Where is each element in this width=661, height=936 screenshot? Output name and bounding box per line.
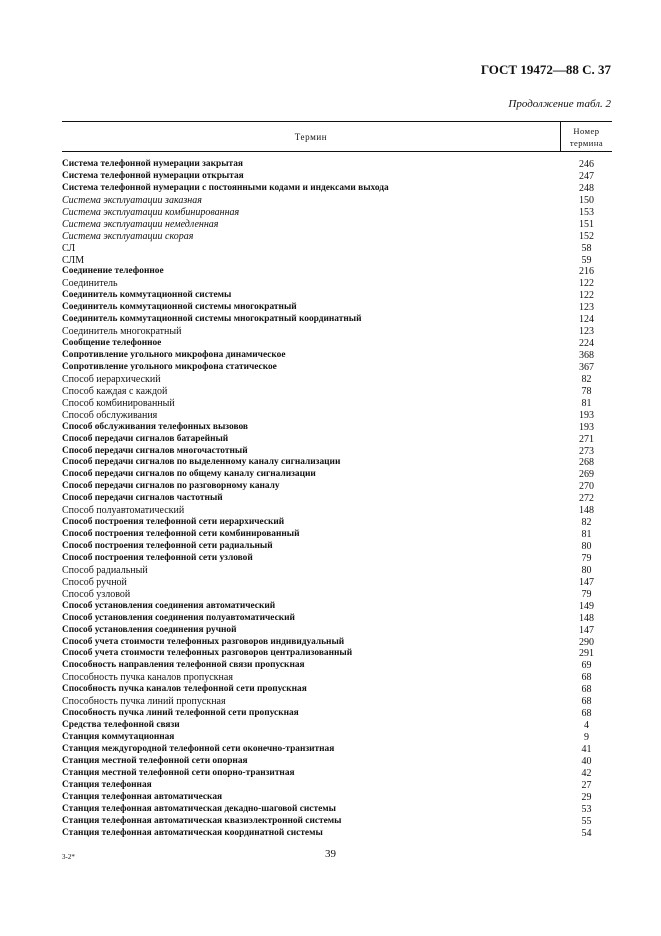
term-number-cell: 82 <box>581 373 592 385</box>
table-row <box>62 529 612 541</box>
table-row <box>62 613 612 625</box>
term-cell: Сообщение телефонное <box>62 338 162 349</box>
table-continuation-note: Продолжение табл. 2 <box>508 98 611 110</box>
table-row <box>62 696 612 708</box>
term-number-cell: 368 <box>579 350 594 361</box>
term-cell: Станция телефонная автоматическая декадно-шаговой системы <box>62 803 336 814</box>
term-number-cell: 367 <box>579 361 594 373</box>
table-row <box>62 672 612 684</box>
footer-mark: 3-2* <box>62 853 75 861</box>
column-header-number-line1: Номер <box>573 125 600 136</box>
term-number-cell: 248 <box>579 182 594 194</box>
term-number-cell: 149 <box>579 600 594 612</box>
term-cell: Соединение телефонное <box>62 266 164 277</box>
term-cell: Сопротивление угольного микрофона статическое <box>62 361 277 372</box>
term-number-cell: 79 <box>581 588 592 600</box>
term-cell: Станция телефонная автоматическая координатной системы <box>62 827 323 838</box>
table-row <box>62 398 612 410</box>
term-cell: СЛ <box>62 242 76 254</box>
term-number-cell: 193 <box>579 409 594 421</box>
term-cell: Способ комбинированный <box>62 397 175 409</box>
table-row <box>62 326 612 338</box>
term-number-cell: 79 <box>581 552 592 564</box>
table-row <box>62 350 612 362</box>
table-row <box>62 374 612 386</box>
table-row <box>62 219 612 231</box>
table-row <box>62 314 612 326</box>
term-cell: Способность пучка линий телефонной сети пропускная <box>62 708 299 719</box>
term-cell: Система эксплуатации заказная <box>62 194 202 206</box>
term-cell: Способ передачи сигналов батарейный <box>62 433 229 444</box>
table-row <box>62 565 612 577</box>
term-cell: Соединитель коммутационной системы <box>62 290 232 301</box>
table-row <box>62 290 612 302</box>
term-number-cell: 224 <box>579 338 594 350</box>
term-number-cell: 68 <box>581 672 592 684</box>
term-cell: Система эксплуатации немедленная <box>62 218 219 230</box>
term-cell: Соединитель <box>62 278 118 290</box>
term-cell: Способ передачи сигналов по общему каналу сигнализации <box>62 469 316 480</box>
term-cell: Способ учета стоимости телефонных разговоров централизованный <box>62 648 353 659</box>
term-number-cell: 272 <box>579 493 594 505</box>
term-cell: Способ иерархический <box>62 373 161 385</box>
table-row <box>62 720 612 732</box>
term-cell: Способ полуавтоматический <box>62 505 185 517</box>
term-cell: Система телефонной нумерации закрытая <box>62 159 243 169</box>
column-header-term: Термин <box>62 122 561 151</box>
term-cell: Станция телефонная автоматическая квазиэлектронной системы <box>62 815 342 826</box>
term-number-cell: 53 <box>581 803 592 815</box>
term-number-cell: 124 <box>579 314 594 326</box>
column-header-number <box>561 122 612 151</box>
term-cell: Способ установления соединения ручной <box>62 624 237 635</box>
term-number-cell: 9 <box>584 732 589 743</box>
table-row <box>62 159 612 171</box>
term-number-cell: 55 <box>581 815 592 827</box>
table-row <box>62 302 612 314</box>
term-cell: Способность направления телефонной связи пропускная <box>62 660 305 671</box>
term-number-cell: 193 <box>579 421 594 433</box>
term-cell: Система телефонной нумерации открытая <box>62 170 244 181</box>
term-cell: Способ ручной <box>62 576 127 588</box>
term-cell: Способ радиальный <box>62 564 148 576</box>
term-cell: Способность пучка каналов пропускная <box>62 672 233 684</box>
table-row <box>62 434 612 446</box>
term-cell: Способ передачи сигналов по выделенному каналу сигнализации <box>62 457 341 468</box>
term-cell: Станция местной телефонной сети опорная <box>62 755 248 766</box>
table-row <box>62 493 612 505</box>
term-cell: Способ обслуживания <box>62 409 158 421</box>
term-number-cell: 68 <box>581 684 592 696</box>
table-row <box>62 553 612 565</box>
term-number-cell: 270 <box>579 481 594 493</box>
term-cell: СЛМ <box>62 254 85 266</box>
term-cell: Способ узловой <box>62 588 131 600</box>
table-row <box>62 744 612 756</box>
term-number-cell: 153 <box>579 206 594 218</box>
term-cell: Система эксплуатации скорая <box>62 230 194 242</box>
table-row <box>62 481 612 493</box>
table-row <box>62 708 612 720</box>
term-number-cell: 68 <box>581 696 592 708</box>
table-body <box>62 159 612 839</box>
term-cell: Станция телефонная автоматическая <box>62 791 223 802</box>
term-cell: Станция телефонная <box>62 779 152 790</box>
table-row <box>62 660 612 672</box>
term-cell: Способность пучка линий пропускная <box>62 696 226 708</box>
table-row <box>62 577 612 589</box>
term-number-cell: 81 <box>581 397 592 409</box>
term-number-cell: 271 <box>579 433 594 445</box>
term-number-cell: 291 <box>579 648 594 660</box>
table-row <box>62 457 612 469</box>
table-row <box>62 601 612 613</box>
term-number-cell: 41 <box>581 743 592 755</box>
term-cell: Система эксплуатации комбинированная <box>62 206 240 218</box>
term-number-cell: 247 <box>579 170 594 182</box>
term-cell: Средства телефонной связи <box>62 720 180 731</box>
term-cell: Способ построения телефонной сети радиальный <box>62 541 273 551</box>
term-cell: Способ построения телефонной сети иерархический <box>62 517 285 528</box>
table-row <box>62 183 612 195</box>
term-cell: Способность пучка каналов телефонной сети пропускная <box>62 684 307 695</box>
term-number-cell: 150 <box>579 194 594 206</box>
term-number-cell: 80 <box>581 564 592 576</box>
term-cell: Способ передачи сигналов по разговорному каналу <box>62 481 280 492</box>
table-row <box>62 792 612 804</box>
table-row <box>62 243 612 255</box>
term-cell: Способ установления соединения полуавтоматический <box>62 612 295 623</box>
term-number-cell: 290 <box>579 636 594 648</box>
table-row <box>62 266 612 278</box>
term-cell: Соединитель коммутационной системы многократный координатный <box>62 314 362 325</box>
term-number-cell: 58 <box>581 242 592 254</box>
table-row <box>62 637 612 649</box>
term-cell: Способ учета стоимости телефонных разговоров индивидуальный <box>62 636 345 647</box>
table-row <box>62 422 612 434</box>
column-header-number-line2: термина <box>569 137 604 148</box>
term-number-cell: 122 <box>579 278 594 290</box>
table-row <box>62 171 612 183</box>
table-row <box>62 684 612 696</box>
term-cell: Станция местной телефонной сети опорно-транзитная <box>62 767 295 778</box>
term-number-cell: 68 <box>581 708 592 720</box>
term-number-cell: 27 <box>581 779 592 791</box>
term-cell: Способ передачи сигналов частотный <box>62 493 223 504</box>
table-row <box>62 231 612 243</box>
term-number-cell: 81 <box>581 529 592 541</box>
term-cell: Станция коммутационная <box>62 732 175 742</box>
term-number-cell: 82 <box>581 517 592 529</box>
term-number-cell: 29 <box>581 791 592 803</box>
term-number-cell: 123 <box>579 326 594 338</box>
table-row <box>62 469 612 481</box>
term-number-cell: 246 <box>579 159 594 170</box>
term-number-cell: 147 <box>579 576 594 588</box>
term-number-cell: 268 <box>579 457 594 469</box>
table-row <box>62 768 612 780</box>
term-number-cell: 216 <box>579 266 594 278</box>
term-number-cell: 69 <box>581 660 592 672</box>
table-row <box>62 625 612 637</box>
table-row <box>62 648 612 660</box>
term-cell: Способ построения телефонной сети узловой <box>62 552 253 563</box>
term-number-cell: 123 <box>579 302 594 314</box>
table-header <box>62 121 612 152</box>
table-row <box>62 732 612 744</box>
table-row <box>62 195 612 207</box>
table-row <box>62 517 612 529</box>
table-row <box>62 780 612 792</box>
term-number-cell: 54 <box>581 827 592 839</box>
document-header: ГОСТ 19472—88 С. 37 <box>480 62 611 77</box>
term-number-cell: 59 <box>581 254 592 266</box>
table-row <box>62 255 612 267</box>
table-row <box>62 541 612 553</box>
term-number-cell: 40 <box>581 755 592 767</box>
term-number-cell: 269 <box>579 469 594 481</box>
table-row <box>62 816 612 828</box>
term-number-cell: 80 <box>581 541 592 552</box>
term-number-cell: 147 <box>579 624 594 636</box>
table-row <box>62 278 612 290</box>
term-cell: Способ установления соединения автоматический <box>62 600 276 611</box>
term-cell: Способ построения телефонной сети комбинированный <box>62 529 300 540</box>
term-number-cell: 273 <box>579 445 594 457</box>
table-row <box>62 386 612 398</box>
terms-table <box>62 121 612 839</box>
term-number-cell: 152 <box>579 230 594 242</box>
term-number-cell: 148 <box>579 612 594 624</box>
term-number-cell: 151 <box>579 218 594 230</box>
table-row <box>62 505 612 517</box>
table-row <box>62 756 612 768</box>
term-cell: Сопротивление угольного микрофона динамическое <box>62 350 286 360</box>
term-number-cell: 78 <box>581 385 592 397</box>
table-row <box>62 207 612 219</box>
table-row <box>62 362 612 374</box>
term-number-cell: 42 <box>581 767 592 779</box>
term-cell: Способ каждая с каждой <box>62 385 168 397</box>
table-row <box>62 589 612 601</box>
table-row <box>62 804 612 816</box>
term-cell: Система телефонной нумерации с постоянными кодами и индексами выхода <box>62 182 389 193</box>
term-cell: Способ обслуживания телефонных вызовов <box>62 421 248 432</box>
term-number-cell: 148 <box>579 505 594 517</box>
term-cell: Соединитель коммутационной системы многократный <box>62 302 297 313</box>
term-number-cell: 4 <box>584 720 589 732</box>
table-row <box>62 410 612 422</box>
page-number: 39 <box>325 848 336 860</box>
term-cell: Соединитель многократный <box>62 326 182 338</box>
table-row <box>62 338 612 350</box>
table-row <box>62 828 612 840</box>
table-row <box>62 446 612 458</box>
term-cell: Станция междугородной телефонной сети оконечно-транзитная <box>62 743 335 754</box>
term-cell: Способ передачи сигналов многочастотный <box>62 445 248 456</box>
term-number-cell: 122 <box>579 290 594 302</box>
